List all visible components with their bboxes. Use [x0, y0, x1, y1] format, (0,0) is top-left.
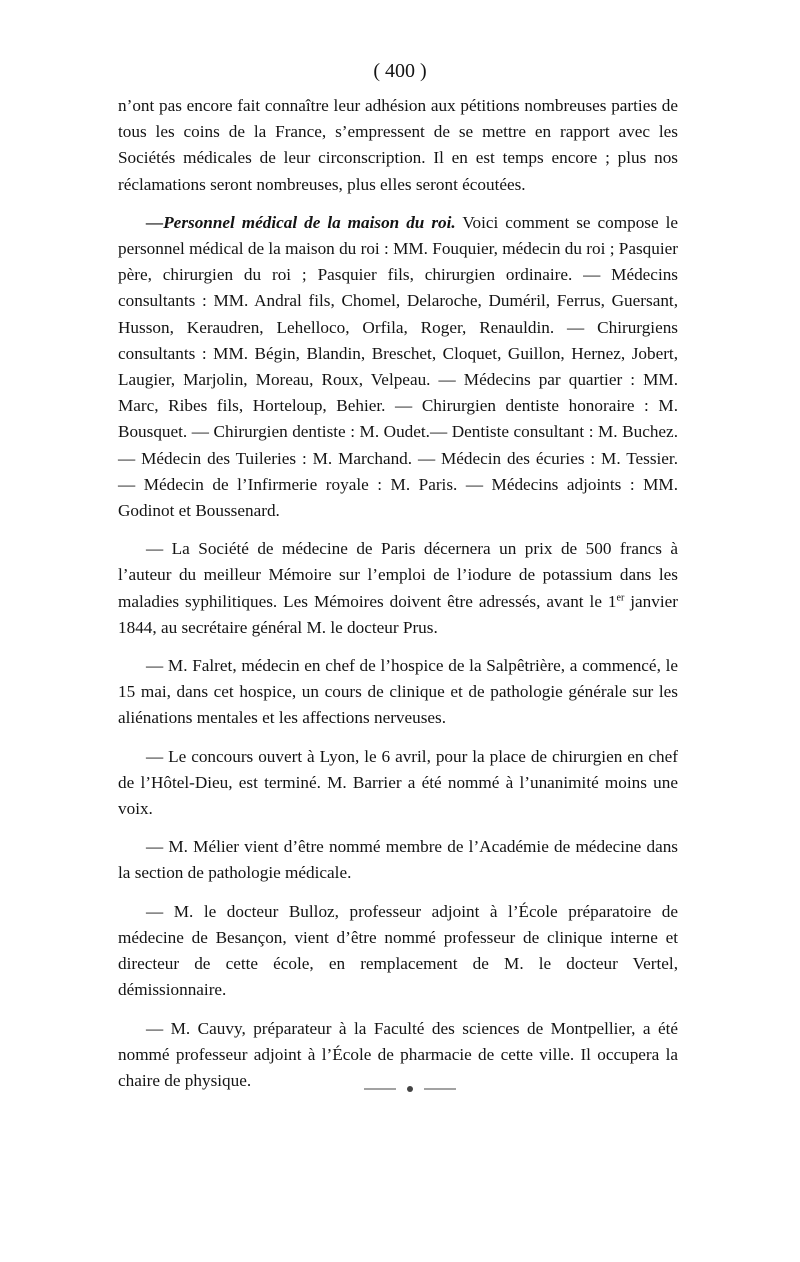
section-heading: —Personnel médical de la maison du roi. — [146, 212, 456, 232]
paragraph-prize — [118, 536, 678, 641]
paragraph-melier: — M. Mélier vient d’être nommé membre de l’Académie de médecine dans la section de pathologie médicale. — [118, 837, 678, 883]
page-number: ( 400 ) — [373, 60, 427, 82]
paragraph-personnel — [118, 210, 678, 524]
paragraph-cauvy: — M. Cauvy, préparateur à la Faculté des sciences de Montpellier, a été nommé professeur adjoint à l’École de pharmacie de cette ville. Il occupera la chaire de physique. — [118, 1018, 678, 1090]
body-text — [118, 93, 678, 1094]
paragraph-personnel-text: Voici comment se compose le personnel médical de la maison du roi : MM. Fouquier, médecin du roi ; Pasquier père, chirurgien du roi ; Pasquier fils, chirurgien ordinaire. — Médecins consultants : MM. Andral fils, Chomel, Delaroche, Duméril, Ferrus, Guersant, Husson, Keraudren, Lehelloco, Orfila, Roger, Renauldin. — Chirurgiens consultants : MM. Bégin, Blandin, Breschet, Cloquet, Guillon, Hernez, Jobert, Laugier, Marjolin, Moreau, Roux, Velpeau. — Médecins par quartier : MM. Marc, Ribes fils, Horteloup, Behier. — Chirurgien dentiste honoraire : M. Bousquet. — Chirurgien dentiste : M. Oudet.— Dentiste consultant : M. Buchez. — Médecin des Tuileries : M. Marchand. — Médecin des écuries : M. Tessier. — Médecin de l’Infirmerie royale : M. Paris. — Médecins adjoints : MM. Godinot et Boussenard. — [118, 212, 679, 521]
paragraph-falret: — M. Falret, médecin en chef de l’hospice de la Salpêtrière, a commencé, le 15 mai, dans cet hospice, un cours de clinique et de pathologie générale sur les aliénations mentales et les affections nerveuses. — [118, 656, 678, 728]
end-ornament — [360, 1083, 460, 1097]
paragraph-prize-text-after: janvier 1844, au secrétaire général M. le docteur Prus. — [118, 591, 678, 637]
paragraph-bulloz: — M. le docteur Bulloz, professeur adjoint à l’École préparatoire de médecine de Besançon, vient d’être nommé professeur de clinique interne et directeur de cette école, en remplacement de M. le docteur Vertel, démissionnaire. — [118, 901, 678, 1000]
paragraph-intro: n’ont pas encore fait connaître leur adhésion aux pétitions nombreuses parties de tous les coins de la France, s’empressent de se mettre en rapport avec les Sociétés médicales de leur circonscription. Il en est temps encore ; plus nos réclamations seront nombreuses, plus elles seront écoutées. — [118, 96, 678, 194]
paragraph-lyon: — Le concours ouvert à Lyon, le 6 avril, pour la place de chirurgien en chef de l’Hôtel-Dieu, est terminé. M. Barrier a été nommé à l’unanimité moins une voix. — [118, 746, 678, 819]
ornament-rule-icon — [360, 1084, 460, 1094]
superscript-er: er — [616, 591, 625, 603]
paragraph-prize-text-before: — La Société de médecine de Paris décernera un prix de 500 francs à l’auteur du meilleur Mémoire sur l’emploi de l’iodure de potassium dans les maladies syphilitiques. Les Mémoires doivent être adressés, avant le 1 — [118, 539, 678, 611]
